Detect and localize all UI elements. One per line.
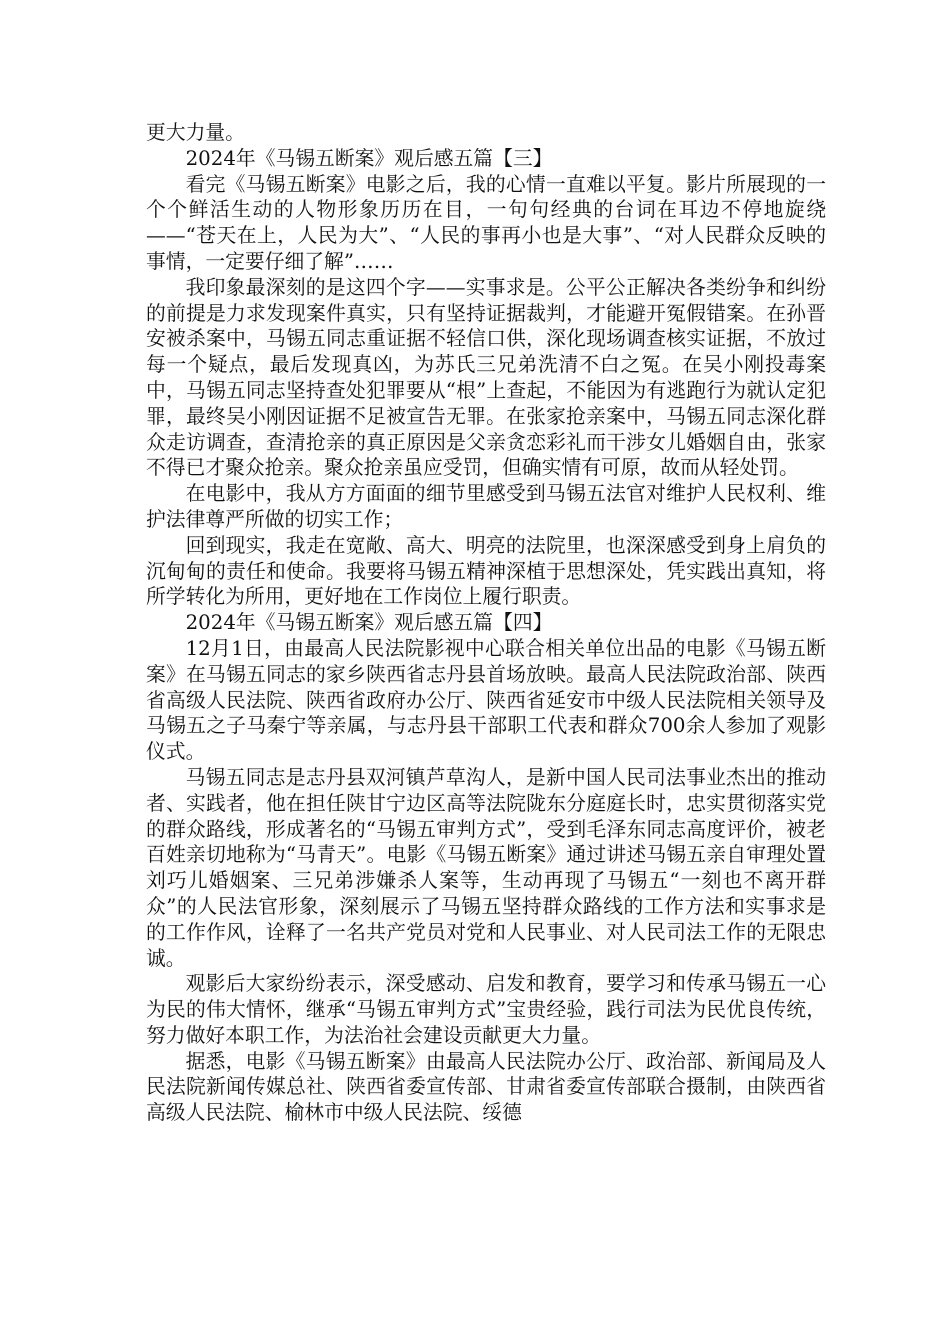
section-heading-four: 2024年《马锡五断案》观后感五篇【四】	[185, 611, 553, 635]
paragraph: 观影后大家纷纷表示，深受感动、启发和教育，要学习和传承马锡五一心为民的伟大情怀，继承“马锡五审判方式”宝贵经验，践行司法为民优良传统，努力做好本职工作，为法治社会建设贡献更大力量。	[146, 972, 826, 1047]
paragraph: 据悉，电影《马锡五断案》由最高人民法院办公厅、政治部、新闻局及人民法院新闻传媒总社、陕西省委宣传部、甘肃省委宣传部联合摄制，由陕西省高级人民法院、榆林市中级人民法院、绥德	[146, 1049, 826, 1125]
paragraph: 回到现实，我走在宽敞、高大、明亮的法院里，也深深感受到身上肩负的沉甸甸的责任和使命。我要将马锡五精神深植于思想深处，凭实践出真知，将所学转化为所用，更好地在工作岗位上履行职责。	[146, 533, 826, 609]
paragraph: 马锡五同志是志丹县双河镇芦草沟人，是新中国人民司法事业杰出的推动者、实践者，他在担任陕甘宁边区高等法院陇东分庭庭长时，忠实贯彻落实党的群众路线，形成著名的“马锡五审判方式”，受到毛泽东同志高度评价，被老百姓亲切地称为“马青天”。电影《马锡五断案》通过讲述马锡五亲自审理处置刘巧儿婚姻案、三兄弟涉嫌杀人案等，生动再现了马锡五“一刻也不离开群众”的人民法官形象，深刻展示了马锡五坚持群众路线的工作方法和实事求是的工作作风，诠释了一名共产党员对党和人民事业、对人民司法工作的无限忠诚。	[146, 765, 826, 970]
section-heading-three: 2024年《马锡五断案》观后感五篇【三】	[185, 146, 553, 170]
paragraph: 我印象最深刻的是这四个字——实事求是。公平公正解决各类纷争和纠纷的前提是力求发现案件真实，只有坚持证据裁判，才能避开冤假错案。在孙晋安被杀案中，马锡五同志重证据不轻信口供，深化现场调查核实证据，不放过每一个疑点，最后发现真凶，为苏氏三兄弟洗清不白之冤。在吴小刚投毒案中，马锡五同志坚持查处犯罪要从“根”上查起，不能因为有逃跑行为就认定犯罪，最终吴小刚因证据不足被宣告无罪。在张家抢亲案中，马锡五同志深化群众走访调查，查清抢亲的真正原因是父亲贪恋彩礼而干涉女儿婚姻自由，张家不得已才聚众抢亲。聚众抢亲虽应受罚，但确实情有可原，故而从轻处罚。	[146, 275, 826, 480]
paragraph: 看完《马锡五断案》电影之后，我的心情一直难以平复。影片所展现的一个个鲜活生动的人物形象历历在目，一句句经典的台词在耳边不停地旋绕——“苍天在上，人民为大”、“人民的事再小也是大事”、“对人民群众反映的事情，一定要仔细了解”……	[146, 172, 826, 273]
paragraph: 12月1日，由最高人民法院影视中心联合相关单位出品的电影《马锡五断案》在马锡五同志的家乡陕西省志丹县首场放映。最高人民法院政治部、陕西省高级人民法院、陕西省政府办公厅、陕西省延安市中级人民法院相关领导及马锡五之子马秦宁等亲属，与志丹县干部职工代表和群众700余人参加了观影仪式。	[146, 636, 826, 764]
document-page	[146, 120, 826, 1126]
paragraph: 在电影中，我从方方面面的细节里感受到马锡五法官对维护人民权利、维护法律尊严所做的切实工作；	[146, 482, 826, 531]
paragraph-continuation: 更大力量。	[146, 121, 245, 144]
